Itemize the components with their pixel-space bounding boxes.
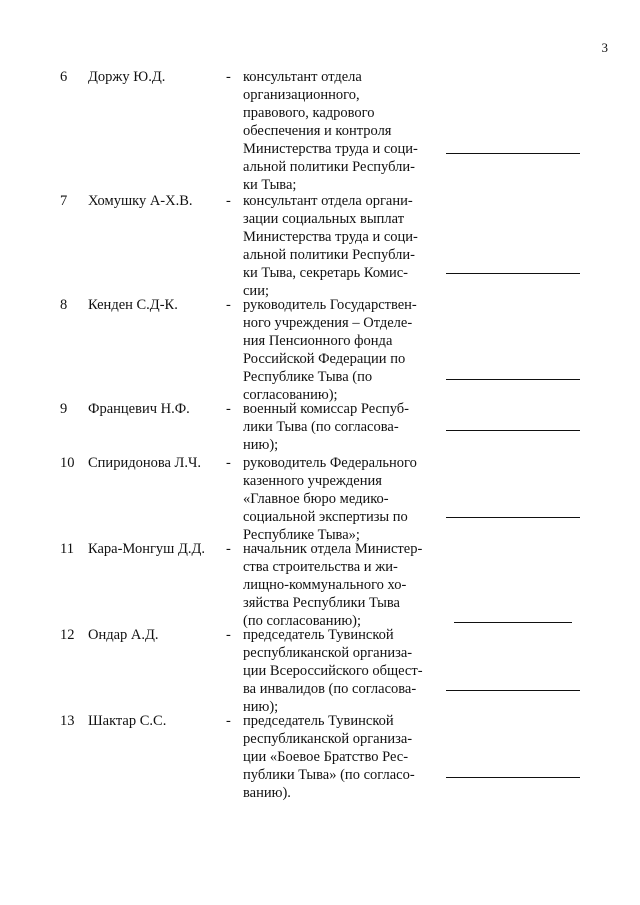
position-line: Министерства труда и соци-: [243, 229, 418, 245]
position-line: лики Тыва (по согласова-: [243, 419, 399, 435]
signature-line: [446, 690, 580, 691]
position-line: ции «Боевое Братство Рес-: [243, 749, 409, 765]
member-number: 8: [60, 297, 68, 313]
member-number: 9: [60, 401, 68, 417]
position-line: зации социальных выплат: [243, 211, 405, 227]
member-number: 12: [60, 627, 75, 643]
member-position: [243, 68, 443, 194]
member-dash: -: [226, 455, 231, 471]
member-dash: -: [226, 193, 231, 209]
member-number: 6: [60, 69, 68, 85]
member-dash: -: [226, 401, 231, 417]
position-line: публики Тыва» (по согласо-: [243, 767, 415, 783]
position-line: нию);: [243, 437, 279, 453]
position-line: казенного учреждения: [243, 473, 382, 489]
signature-line: [454, 622, 572, 623]
member-dash: -: [226, 69, 231, 85]
position-line: ки Тыва;: [243, 177, 297, 193]
position-line: ния Пенсионного фонда: [243, 333, 393, 349]
signature-line: [446, 517, 580, 518]
position-line: (по согласованию);: [243, 613, 362, 629]
member-position: [243, 540, 443, 630]
member-position: [243, 712, 443, 802]
position-line: зяйства Республики Тыва: [243, 595, 400, 611]
signature-line: [446, 273, 580, 274]
signature-line: [446, 379, 580, 380]
signature-line: [446, 430, 580, 431]
member-dash: -: [226, 713, 231, 729]
member-position: [243, 626, 443, 716]
member-name: Францевич Н.Ф.: [88, 401, 190, 417]
signature-line: [446, 777, 580, 778]
member-name: Хомушку А-Х.В.: [88, 193, 193, 209]
position-line: ванию).: [243, 785, 291, 801]
member-dash: -: [226, 541, 231, 557]
position-line: сии;: [243, 283, 269, 299]
position-line: ва инвалидов (по согласова-: [243, 681, 417, 697]
position-line: «Главное бюро медико-: [243, 491, 389, 507]
member-name: Доржу Ю.Д.: [88, 69, 166, 85]
position-line: республиканской организа-: [243, 731, 413, 747]
position-line: согласованию);: [243, 387, 338, 403]
member-number: 13: [60, 713, 75, 729]
member-name: Кенден С.Д-К.: [88, 297, 178, 313]
position-line: республиканской организа-: [243, 645, 413, 661]
member-name: Кара-Монгуш Д.Д.: [88, 541, 205, 557]
position-line: Российской Федерации по: [243, 351, 406, 367]
position-line: нию);: [243, 699, 279, 715]
position-line: ции Всероссийского общест-: [243, 663, 423, 679]
position-line: консультант отдела: [243, 69, 362, 85]
member-number: 10: [60, 455, 75, 471]
position-line: правового, кадрового: [243, 105, 375, 121]
position-line: ного учреждения – Отделе-: [243, 315, 413, 331]
position-line: обеспечения и контроля: [243, 123, 392, 139]
position-line: Министерства труда и соци-: [243, 141, 418, 157]
member-dash: -: [226, 297, 231, 313]
member-name: Спиридонова Л.Ч.: [88, 455, 202, 471]
signature-line: [446, 153, 580, 154]
position-line: председатель Тувинской: [243, 627, 394, 643]
position-line: ки Тыва, секретарь Комис-: [243, 265, 408, 281]
position-line: Республике Тыва (по: [243, 369, 373, 385]
page-number: 3: [601, 40, 608, 55]
position-line: председатель Тувинской: [243, 713, 394, 729]
member-number: 11: [60, 541, 74, 557]
member-position: [243, 296, 443, 404]
member-position: [243, 454, 443, 544]
position-line: альной политики Республи-: [243, 159, 415, 175]
member-dash: -: [226, 627, 231, 643]
member-name: Ондар А.Д.: [88, 627, 159, 643]
member-position: [243, 400, 443, 454]
position-line: Республике Тыва»;: [243, 527, 360, 543]
position-line: консультант отдела органи-: [243, 193, 413, 209]
member-name: Шактар С.С.: [88, 713, 167, 729]
position-line: ства строительства и жи-: [243, 559, 398, 575]
position-line: военный комиссар Респуб-: [243, 401, 409, 417]
position-line: начальник отдела Министер-: [243, 541, 423, 557]
position-line: альной политики Республи-: [243, 247, 415, 263]
member-position: [243, 192, 443, 300]
position-line: социальной экспертизы по: [243, 509, 408, 525]
position-line: лищно-коммунального хо-: [243, 577, 407, 593]
position-line: организационного,: [243, 87, 360, 103]
member-number: 7: [60, 193, 68, 209]
position-line: руководитель Государствен-: [243, 297, 417, 313]
position-line: руководитель Федерального: [243, 455, 417, 471]
